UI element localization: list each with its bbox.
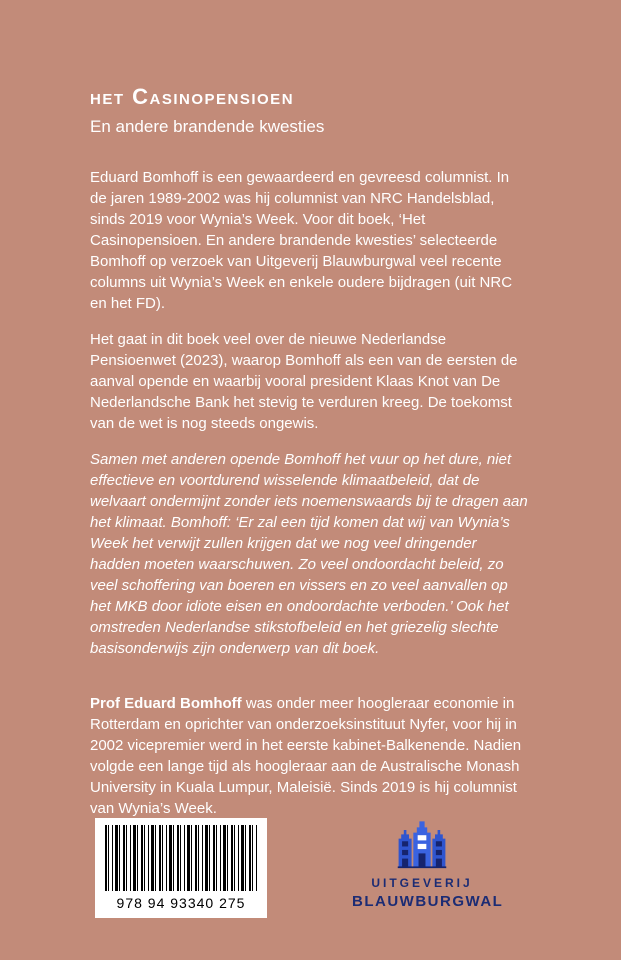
canal-houses-icon [396, 816, 448, 870]
publisher-name-line1: UITGEVERIJ [371, 876, 473, 890]
book-title: het Casinopensioen [90, 84, 295, 109]
author-name: Prof Eduard Bomhoff [90, 695, 242, 712]
author-bio [90, 693, 529, 819]
book-subtitle: En andere brandende kwesties [90, 117, 325, 136]
blurb-paragraph-1: Eduard Bomhoff is een gewaardeerd en gevreesd columnist. In de jaren 1989-2002 was hij columnist van NRC Handelsblad, sinds 2019 voor Wynia’s Week. Voor dit boek, ‘Het Casinopensioen. En andere brandende kwesties’ selecteerde Bomhoff op verzoek van Uitgeverij Blauwburgwal veel recente columns uit Wynia’s Week en enkele oudere bijdragen (uit NRC en het FD). [90, 169, 513, 312]
publisher-name-line2: BLAUWBURGWAL [352, 893, 504, 910]
blurb-paragraph-2: Het gaat in dit boek veel over de nieuwe Nederlandse Pensioenwet (2023), waarop Bomhoff als een van de eersten de aanval opende en waarbij vooral president Klaas Knot van De Nederlandsche Bank het stevig te verduren kreeg. De toekomst van de wet is nog steeds ongewis. [90, 331, 518, 432]
bottom-row [0, 816, 621, 926]
author-bio-text: was onder meer hoogleraar economie in Rotterdam en oprichter van onderzoeksinstituut Nyfer, voor hij in 2002 vicepremier werd in het eerste kabinet-Balkenende. Nadien volgde een lange tijd als hoogleraar aan de Australische Monash University in Kuala Lumpur, Maleisië. Sinds 2019 is hij columnist van Wynia’s Week. [90, 695, 522, 817]
isbn-number: 978 94 93340 275 [116, 895, 246, 911]
barcode [95, 818, 267, 918]
barcode-bars [105, 825, 257, 891]
blurb-paragraph-3: Samen met anderen opende Bomhoff het vuur op het dure, niet effectieve en voortdurend wisselende klimaatbeleid, dat de welvaart ondermijnt zonder iets noemenswaards bij te dragen aan het klimaat. Bomhoff: ‘Er zal een tijd komen dat wij van Wynia’s Week het verwijt zullen krijgen dat we nog veel dringender hadden moeten waarschuwen. Zo veel ondoordacht beleid, zo veel schoffering van boeren en vissers en zo veel aanvallen op het MKB door idiote eisen en ondoordachte verboden.’ Ook het omstreden Nederlandse stikstofbeleid en het griezelig slechte basisonderwijs zijn onderwerp van dit boek. [90, 451, 528, 657]
publisher-block [352, 816, 504, 910]
